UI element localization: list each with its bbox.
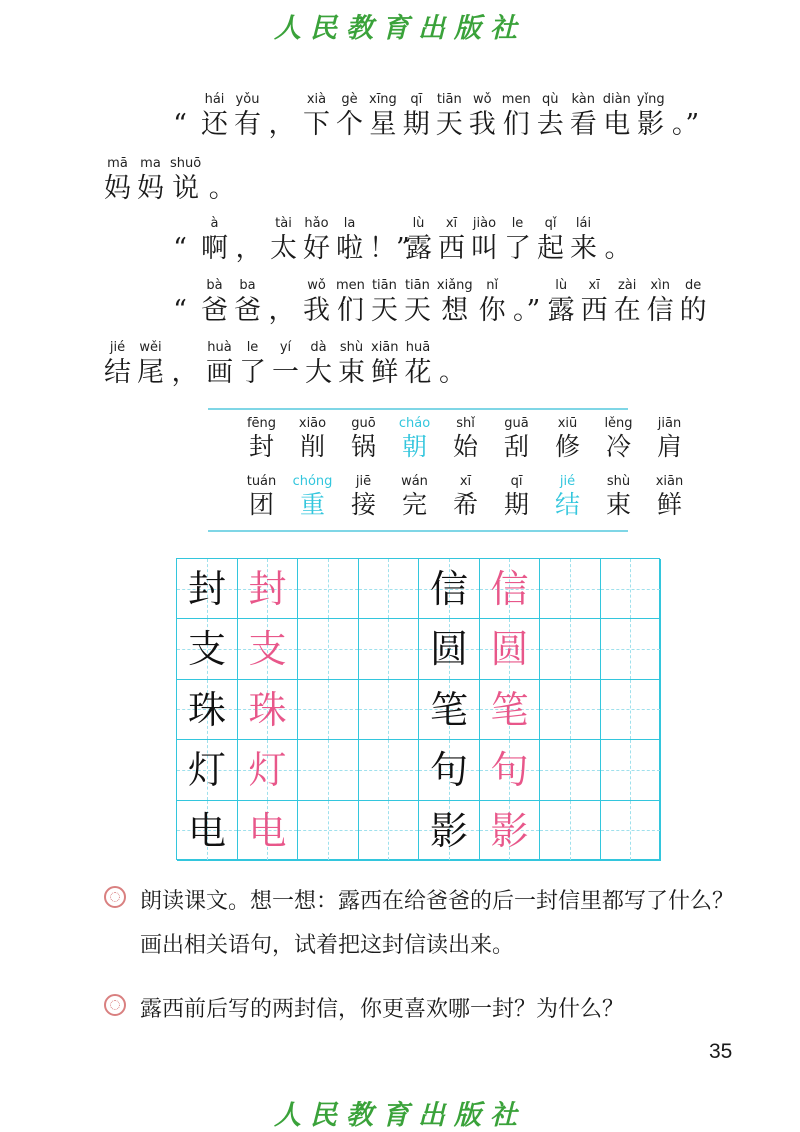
vocab-char	[593, 416, 644, 462]
passage-line-1	[165, 92, 707, 142]
punctuation	[207, 156, 237, 206]
ruby-char	[548, 278, 575, 328]
hanzi: 去	[536, 109, 564, 140]
hanzi: 。	[439, 357, 467, 388]
vocab-char	[389, 474, 440, 520]
hanzi: 好	[303, 233, 330, 264]
hanzi: 太	[270, 233, 297, 264]
ruby-char	[137, 156, 164, 206]
ruby-char	[603, 92, 631, 142]
pinyin: men	[501, 92, 531, 107]
vocab-char	[491, 474, 542, 520]
writing-grid	[176, 558, 660, 860]
ruby-char	[403, 92, 430, 142]
ruby-char	[369, 92, 397, 142]
pinyin: mā	[107, 156, 128, 171]
vocab-pinyin: cháo	[398, 416, 431, 431]
pinyin: la	[343, 216, 356, 231]
hanzi: 束	[338, 357, 365, 388]
vocab-pinyin: xiān	[655, 474, 684, 489]
ruby-char	[206, 340, 233, 390]
hanzi: ，	[268, 295, 296, 326]
hanzi: 尾	[137, 357, 164, 388]
ruby-char	[201, 278, 228, 328]
hanzi: 西	[438, 233, 465, 264]
pinyin: kàn	[571, 92, 595, 107]
hanzi: “	[173, 109, 187, 140]
grid-cell	[540, 801, 601, 861]
pinyin: yǒu	[235, 92, 260, 107]
ruby-char	[647, 278, 674, 328]
vocab-pinyin: guā	[504, 416, 529, 431]
trace-character: 影	[490, 808, 529, 853]
hanzi: 你	[478, 295, 506, 326]
hanzi: 。”	[671, 109, 700, 140]
punctuation	[267, 92, 297, 142]
hanzi: 信	[646, 295, 674, 326]
trace-character: 封	[248, 567, 287, 611]
ruby-char	[436, 92, 463, 142]
ruby-char	[170, 156, 201, 206]
ruby-char	[537, 92, 564, 142]
hanzi: 看	[569, 109, 597, 140]
hanzi: 我	[468, 109, 496, 140]
pinyin: xī	[445, 216, 458, 231]
vocab-hanzi: 修	[554, 432, 580, 461]
ruby-char	[303, 216, 330, 266]
ruby-char	[469, 92, 496, 142]
grid-cell	[540, 680, 601, 740]
ruby-char	[336, 216, 363, 266]
model-character: 珠	[187, 687, 226, 732]
pinyin: lái	[575, 216, 592, 231]
hanzi: “	[173, 233, 187, 264]
vocab-pinyin: jiān	[657, 416, 682, 431]
vocab-hanzi: 团	[248, 490, 274, 519]
model-character: 信	[429, 567, 468, 611]
trace-character: 支	[248, 627, 287, 672]
ruby-char	[137, 340, 164, 390]
vocab-char	[542, 416, 593, 462]
ruby-char	[405, 216, 432, 266]
vocab-char	[287, 416, 338, 462]
punctuation	[369, 216, 410, 266]
hanzi: 下	[303, 109, 330, 140]
vocab-pinyin: xiāo	[298, 416, 327, 431]
ruby-char	[502, 92, 531, 142]
trace-character: 灯	[248, 748, 287, 793]
exercise-1-text: 朗读课文。想一想：露西在给爸爸的后一封信里都写了什么？画出相关语句，试着把这封信读出来。	[140, 889, 735, 958]
trace-character: 笔	[490, 687, 529, 732]
vocab-char	[287, 474, 338, 520]
pinyin: tài	[275, 216, 292, 231]
pinyin: à	[210, 216, 219, 231]
pinyin: jiào	[472, 216, 497, 231]
pinyin: huà	[207, 340, 232, 355]
pinyin: xiān	[371, 340, 399, 355]
exercise-2-text: 露西前后写的两封信，你更喜欢哪一封？为什么？	[140, 997, 625, 1022]
hanzi: 有	[234, 109, 261, 140]
ruby-char	[371, 340, 399, 390]
ruby-char	[303, 92, 330, 142]
pinyin: xī	[588, 278, 600, 293]
hanzi: 。”	[513, 295, 541, 326]
vocab-char	[491, 416, 542, 462]
vocab-hanzi: 接	[350, 490, 376, 519]
pinyin: ba	[239, 278, 256, 293]
trace-character: 信	[490, 567, 529, 611]
trace-character: 圆	[490, 627, 529, 672]
ruby-char	[201, 216, 228, 266]
vocab-char	[338, 474, 389, 520]
punctuation	[438, 340, 468, 390]
ruby-char	[239, 340, 266, 390]
hanzi: 鲜	[371, 357, 399, 388]
grid-cell	[298, 740, 359, 800]
grid-cell	[601, 740, 662, 800]
ruby-char	[504, 216, 531, 266]
hanzi: 星	[369, 109, 397, 140]
pinyin: xià	[306, 92, 327, 107]
punctuation	[165, 216, 195, 266]
ruby-char	[338, 340, 365, 390]
ruby-char	[104, 340, 131, 390]
pinyin: tiān	[436, 92, 462, 107]
pinyin: gè	[341, 92, 358, 107]
punctuation	[512, 278, 542, 328]
punctuation	[603, 216, 633, 266]
vocab-hanzi: 刮	[503, 432, 529, 461]
punctuation	[234, 216, 264, 266]
vocab-pinyin: shǐ	[456, 416, 475, 431]
vocab-pinyin: lěng	[604, 416, 633, 431]
hanzi: ，	[171, 357, 199, 388]
pinyin: tiān	[371, 278, 397, 293]
vocab-hanzi: 朝	[401, 432, 427, 461]
model-character: 笔	[429, 687, 468, 732]
hanzi: 天	[370, 295, 398, 326]
pinyin: shù	[339, 340, 364, 355]
pinyin: diàn	[602, 92, 631, 107]
grid-cell	[298, 680, 359, 740]
publisher-footer: 人民教育出版社	[274, 1100, 526, 1131]
pinyin: bà	[206, 278, 223, 293]
hanzi: 爸	[201, 295, 228, 326]
pinyin: zài	[617, 278, 637, 293]
hanzi: 说	[172, 173, 200, 204]
punctuation	[267, 278, 297, 328]
hanzi: 花	[404, 357, 432, 388]
pinyin: qǐ	[544, 216, 557, 231]
model-character: 圆	[429, 627, 468, 672]
vocab-char	[644, 474, 695, 520]
ruby-char	[570, 216, 597, 266]
hanzi: 天	[403, 295, 431, 326]
hanzi: ，	[235, 233, 263, 264]
model-character: 影	[429, 808, 468, 853]
pinyin: wǒ	[307, 278, 326, 293]
vocab-hanzi: 完	[401, 490, 427, 519]
pinyin: wěi	[139, 340, 162, 355]
pinyin: lù	[555, 278, 568, 293]
ruby-char	[336, 278, 365, 328]
grid-cell	[540, 740, 601, 800]
pinyin: lù	[412, 216, 425, 231]
grid-cell	[359, 559, 420, 619]
vocab-pinyin: fēng	[246, 416, 277, 431]
vocab-hanzi: 希	[452, 490, 478, 519]
pinyin: de	[685, 278, 702, 293]
hanzi: 电	[603, 109, 631, 140]
vocab-pinyin: jié	[559, 474, 576, 489]
passage-line-5	[104, 340, 474, 390]
hanzi: 妈	[137, 173, 164, 204]
vocab-char	[389, 416, 440, 462]
exercise-2	[104, 988, 740, 1032]
ruby-char	[479, 278, 506, 328]
grid-cell	[601, 619, 662, 679]
ruby-char	[438, 216, 465, 266]
vocab-pinyin: tuán	[246, 474, 277, 489]
vocab-hanzi: 冷	[605, 432, 631, 461]
hanzi: 我	[303, 295, 330, 326]
ruby-char	[104, 156, 131, 206]
exercise-bullet-icon	[104, 994, 126, 1016]
ruby-char	[404, 278, 431, 328]
vocab-pinyin: xiū	[557, 416, 578, 431]
hanzi: “	[173, 295, 187, 326]
vocab-bottom-rule	[208, 530, 628, 532]
hanzi: 影	[637, 109, 665, 140]
ruby-char	[270, 216, 297, 266]
ruby-char	[272, 340, 299, 390]
vocab-pinyin: chóng	[292, 474, 333, 489]
ruby-char	[614, 278, 641, 328]
punctuation	[165, 278, 195, 328]
passage-line-4	[165, 278, 713, 328]
hanzi: 啦	[336, 233, 363, 264]
grid-cell	[359, 740, 420, 800]
trace-character: 电	[248, 808, 287, 853]
passage-line-2	[104, 156, 243, 206]
ruby-char	[537, 216, 564, 266]
grid-cell	[359, 619, 420, 679]
hanzi: 们	[336, 295, 364, 326]
vocab-char	[644, 416, 695, 462]
hanzi: 起	[537, 233, 564, 264]
grid-cell	[540, 619, 601, 679]
hanzi: 期	[402, 109, 430, 140]
vocab-pinyin: qī	[510, 474, 523, 489]
vocab-hanzi: 期	[503, 490, 529, 519]
vocab-hanzi: 束	[605, 490, 631, 519]
pinyin: xìn	[650, 278, 670, 293]
grid-cell	[601, 801, 662, 861]
vocab-hanzi: 封	[248, 432, 274, 461]
vocab-hanzi: 锅	[350, 432, 376, 461]
hanzi: 结	[104, 357, 131, 388]
ruby-char	[581, 278, 608, 328]
pinyin: xīng	[369, 92, 397, 107]
pinyin: tiān	[404, 278, 430, 293]
hanzi: 妈	[104, 173, 131, 204]
vocab-hanzi: 始	[452, 432, 478, 461]
vocab-char	[593, 474, 644, 520]
pinyin: qù	[541, 92, 559, 107]
hanzi: 西	[580, 295, 608, 326]
pinyin: hǎo	[304, 216, 329, 231]
model-character: 灯	[187, 748, 226, 793]
vocab-pinyin: guō	[351, 416, 376, 431]
pinyin: qī	[410, 92, 423, 107]
hanzi: 想	[441, 295, 469, 326]
hanzi: ！”	[369, 233, 410, 264]
vocab-pinyin: xī	[459, 474, 472, 489]
grid-cell	[601, 680, 662, 740]
hanzi: 个	[336, 109, 363, 140]
hanzi: 啊	[201, 233, 228, 264]
vocab-hanzi: 削	[299, 432, 325, 461]
model-character: 支	[187, 627, 226, 672]
pinyin: huā	[405, 340, 431, 355]
pinyin: hái	[204, 92, 225, 107]
punctuation	[671, 92, 701, 142]
vocab-hanzi: 重	[299, 490, 325, 519]
hanzi: 露	[547, 295, 575, 326]
grid-cell	[298, 619, 359, 679]
grid-cell	[298, 559, 359, 619]
pinyin: jié	[109, 340, 126, 355]
pinyin: dà	[310, 340, 327, 355]
ruby-char	[303, 278, 330, 328]
model-character: 句	[429, 748, 468, 793]
grid-cell	[540, 559, 601, 619]
pinyin: le	[511, 216, 524, 231]
hanzi: 。	[604, 233, 632, 264]
model-character: 电	[187, 808, 226, 853]
passage-line-3	[165, 216, 639, 266]
grid-cell	[359, 801, 420, 861]
model-character: 封	[187, 567, 226, 611]
vocab-hanzi: 结	[554, 490, 580, 519]
pinyin: nǐ	[486, 278, 499, 293]
ruby-char	[371, 278, 398, 328]
trace-character: 珠	[248, 687, 287, 732]
vocab-pinyin: jiē	[355, 474, 372, 489]
vocab-row-2	[236, 474, 695, 520]
vocab-char	[236, 474, 287, 520]
grid-cell	[601, 559, 662, 619]
pinyin: men	[336, 278, 365, 293]
ruby-char	[234, 278, 261, 328]
vocab-char	[440, 416, 491, 462]
vocab-char	[440, 474, 491, 520]
ruby-char	[471, 216, 498, 266]
exercise-1	[104, 880, 740, 968]
publisher-header: 人民教育出版社	[274, 13, 526, 44]
hanzi: 。	[208, 173, 236, 204]
vocab-char	[236, 416, 287, 462]
vocab-pinyin: shù	[606, 474, 631, 489]
vocab-char	[542, 474, 593, 520]
vocab-pinyin: wán	[401, 474, 428, 489]
ruby-char	[405, 340, 432, 390]
ruby-char	[437, 278, 473, 328]
ruby-char	[570, 92, 597, 142]
hanzi: 爸	[234, 295, 261, 326]
vocab-top-rule	[208, 408, 628, 410]
page-number: 35	[709, 1040, 733, 1063]
hanzi: 一	[272, 357, 299, 388]
vocab-hanzi: 肩	[656, 432, 682, 461]
hanzi: 们	[502, 109, 530, 140]
grid-cell	[359, 680, 420, 740]
hanzi: 画	[206, 357, 233, 388]
pinyin: le	[246, 340, 259, 355]
trace-character: 句	[490, 748, 529, 793]
hanzi: 在	[613, 295, 641, 326]
punctuation	[170, 340, 200, 390]
hanzi: 叫	[471, 233, 498, 264]
ruby-char	[336, 92, 363, 142]
punctuation	[165, 92, 195, 142]
ruby-char	[234, 92, 261, 142]
pinyin: yí	[279, 340, 292, 355]
hanzi: 了	[504, 233, 531, 264]
vocab-hanzi: 鲜	[656, 490, 682, 519]
vocab-char	[338, 416, 389, 462]
pinyin: xiǎng	[436, 278, 473, 293]
pinyin: yǐng	[636, 92, 665, 107]
hanzi: 还	[201, 109, 228, 140]
ruby-char	[637, 92, 665, 142]
ruby-char	[201, 92, 228, 142]
pinyin: wǒ	[473, 92, 492, 107]
hanzi: 的	[679, 295, 707, 326]
pinyin: shuō	[170, 156, 202, 171]
hanzi: 露	[405, 233, 432, 264]
pinyin: ma	[140, 156, 161, 171]
exercise-bullet-icon	[104, 886, 126, 908]
hanzi: 来	[570, 233, 597, 264]
hanzi: 了	[239, 357, 266, 388]
grid-cell	[298, 801, 359, 861]
ruby-char	[305, 340, 332, 390]
ruby-char	[680, 278, 707, 328]
vocab-row-1	[236, 416, 695, 462]
hanzi: ，	[268, 109, 296, 140]
hanzi: 天	[435, 109, 463, 140]
hanzi: 大	[305, 357, 332, 388]
